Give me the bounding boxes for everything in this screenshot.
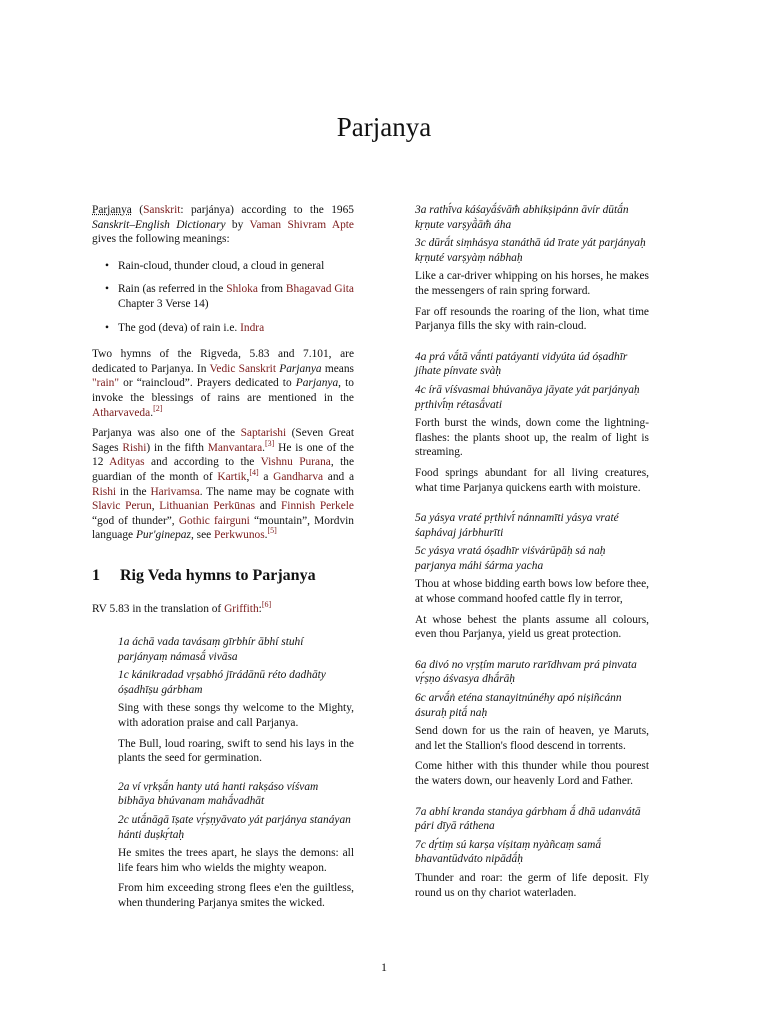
link-griffith[interactable]: Griffith <box>224 603 259 616</box>
sanskrit-line: 7c dṛ́tiṃ sú karṣa víṣitaṃ nyàñcaṃ samā́ bhavantūdváto nipādā́ḥ <box>415 838 602 866</box>
section-heading <box>92 566 354 584</box>
translation-line: He smites the trees apart, he slays the demons: all life fears him who wields the mighty weapon. <box>118 847 354 874</box>
list-item-text: Rain-cloud, thunder cloud, a cloud in general <box>118 259 325 272</box>
sanskrit-line: 2a ví vṛkṣā́n hanty utá hanti rakṣáso víśvam bibhāya bhúvanam mahā́vadhāt <box>118 780 319 808</box>
page-number: 1 <box>381 960 387 974</box>
list-item <box>118 282 354 311</box>
rv-intro <box>92 602 354 617</box>
right-column <box>415 203 649 916</box>
citation-4[interactable]: [4] <box>249 468 259 478</box>
sanskrit-line: 1a áchā vada tavásaṃ gīrbhír ābhí stuhí parjányaṃ námasā́ vivāsa <box>118 636 304 663</box>
sanskrit-line: 5c yásya vratá óṣadhīr viśvárūpāḥ sá naḥ parjanya máhi śárma yacha <box>415 545 606 572</box>
section-title: Rig Veda hymns to Parjanya <box>120 566 316 584</box>
text: Parjanya <box>279 362 322 375</box>
translation-line: Sing with these songs thy welcome to the Mighty, with adoration praise and call Parjanya. <box>118 702 354 730</box>
sanskrit-line: 3c dūrā́t siṃhásya stanáthā úd īrate yát parjányaḥ kṛṇuté varṣyàṃ nábhaḥ <box>415 237 646 264</box>
text: ) in the fifth <box>146 441 208 454</box>
link-apte[interactable]: Vaman Shivram Apte <box>249 218 354 231</box>
left-verses <box>92 635 354 911</box>
link-finnish-perkele[interactable]: Finnish Perkele <box>280 500 354 513</box>
text: , see <box>190 529 215 542</box>
text: in the <box>116 485 151 498</box>
link-sanskrit[interactable]: Sanskrit <box>143 204 181 216</box>
sanskrit-line: 4a prá vā́tā vā́nti patáyanti vidyúta úd óṣadhīr jíhate pínvate svàḥ <box>415 350 628 378</box>
link-shloka[interactable]: Shloka <box>226 283 258 296</box>
sanskrit-line: 7a abhí kranda stanáya gárbham ā́ dhā udanvátā pári dīyā ráthena <box>415 805 641 833</box>
section-number: 1 <box>92 566 100 584</box>
intro-paragraph <box>92 203 354 247</box>
citation-6[interactable]: [6] <box>261 600 272 610</box>
text: , <box>246 470 250 483</box>
list-item <box>118 259 354 274</box>
text: . <box>262 441 266 454</box>
text: : <box>258 603 262 616</box>
sanskrit-line: 6a divó no vṛṣṭím maruto rarīdhvam prá pinvata vṛ́ṣṇo áśvasya dhā́rāḥ <box>415 658 637 686</box>
text: RV 5.83 in the translation of <box>92 603 225 616</box>
link-vishnu-purana[interactable]: Vishnu Purana <box>260 456 331 469</box>
link-gothic-fairguni[interactable]: Gothic fairguni <box>178 514 250 527</box>
sanskrit-line: 6c arvā́ṅ eténa stanayitnúnéhy apó niṣiñcánn ásuraḥ pitā́ naḥ <box>415 692 622 719</box>
link-rain[interactable]: "rain" <box>92 377 120 390</box>
translation-line: At whose behest the plants assume all colours, even thou Parjanya, yield us great protection. <box>415 613 649 641</box>
sanskrit-line: 4c írā víśvasmai bhúvanāya jāyate yát parjányaḥ pṛthivī́ṃ rétasā́vati <box>415 383 640 411</box>
citation-5[interactable]: [5] <box>267 526 277 536</box>
text: “god of thunder”, <box>92 514 179 527</box>
text: means <box>321 362 354 375</box>
text: He is one of the 12 <box>92 441 354 469</box>
list-item-text: Rain (as referred in the <box>118 283 227 296</box>
text: Two hymns of the Rigveda, 5.83 and 7.101, are dedicated to Parjanya. In <box>92 348 354 375</box>
sanskrit-line: 3a rathī́va káśayā́śvām̐ abhikṣipánn āvír dūtā́n kṛṇute varṣyā̀ām̐ áha <box>415 204 629 231</box>
link-gandharva[interactable]: Gandharva <box>273 470 324 483</box>
sanskrit-line: 2c utā́nāgā īṣate vṛ́ṣṇyāvato yát parjánya stanáyan hánti duṣkṛ́taḥ <box>118 814 351 841</box>
link-slavic-perun[interactable]: Slavic Perun <box>92 500 152 513</box>
citation-2[interactable]: [2] <box>153 403 163 413</box>
link-lithuanian-perkunas[interactable]: Lithuanian Perkūnas <box>159 500 256 513</box>
text: a <box>258 470 274 483</box>
intro-text: : parjánya) according to the 1965 <box>180 204 354 216</box>
link-harivamsa[interactable]: Harivamsa <box>150 485 200 498</box>
text: and according to the <box>144 456 261 469</box>
sanskrit-line: 5a yásya vraté pṛthivī́ nánnamīti yásya vraté śaphávaj járbhurīti <box>415 512 619 539</box>
list-item-text: The god (deva) of rain i.e. <box>118 321 241 334</box>
translation-line: Far off resounds the roaring of the lion, what time Parjanya fills the sky with rain-cloud. <box>415 305 649 333</box>
link-bhagavad-gita[interactable]: Bhagavad Gita <box>285 283 354 296</box>
text: , to invoke the blessings of rains are mentioned in the <box>92 377 354 404</box>
text: and a <box>323 470 354 483</box>
text: Parjanya was also one of the <box>92 427 241 440</box>
left-column <box>92 203 354 925</box>
translation-line: Come hither with this thunder while thou pourest the waters down, our heavenly Lord and Father. <box>415 760 649 787</box>
list-item-text: Chapter 3 Verse 14) <box>118 297 209 310</box>
intro-text: gives the following meanings: <box>92 233 230 246</box>
verse-block <box>118 780 354 911</box>
link-rishi[interactable]: Rishi <box>122 441 147 454</box>
link-perkwunos[interactable]: Perkwunos <box>214 529 265 542</box>
intro-text: by <box>225 218 250 231</box>
translation-line: Thou at whose bidding earth bows low before thee, at whose command hoofed cattle fly in terror, <box>415 578 649 606</box>
citation-3[interactable]: [3] <box>265 438 275 448</box>
translation-line: Forth burst the winds, down come the lightning-flashes: the plants shoot up, the realm of light is streaming. <box>415 417 649 459</box>
link-vedic-sanskrit[interactable]: Vedic Sanskrit <box>209 362 276 375</box>
text: . <box>264 529 268 542</box>
verse-block <box>415 658 649 789</box>
translation-line: The Bull, loud roaring, swift to send his lays in the plants the seed for germination. <box>118 737 354 765</box>
verse-block <box>118 635 354 766</box>
translation-line: Thunder and roar: the germ of life deposit. Fly round us on thy chariot waterladen. <box>415 871 649 899</box>
translation-line: Food springs abundant for all living creatures, what time Parjanya quickens earth with moisture. <box>415 466 649 494</box>
verse-block <box>415 805 649 901</box>
saptarishi-paragraph <box>92 426 354 543</box>
link-indra[interactable]: Indra <box>240 321 265 334</box>
meanings-list <box>92 259 354 335</box>
term: Parjanya <box>92 204 132 216</box>
verse-block <box>415 203 649 334</box>
translation-line: Send down for us the rain of heaven, ye Maruts, and let the Stallion's flood descend in torrents. <box>415 725 649 752</box>
text: . <box>150 406 154 419</box>
text: or “raincloud”. Prayers dedicated to <box>119 377 296 390</box>
text: “mountain”, Mordvin language <box>92 514 354 542</box>
link-adityas[interactable]: Adityas <box>109 456 145 469</box>
translation-line: From him exceeding strong flees e'en the guiltless, when thundering Parjanya smites the wicked. <box>118 882 354 909</box>
text: . The name may be cognate with <box>199 485 354 498</box>
translation-line: Like a car-driver whipping on his horses, he makes the messengers of rain spring forward. <box>415 270 649 297</box>
sanskrit-line: 1c kánikradad vṛṣabhó jīrádānū réto dadhāty óṣadhīṣu gárbham <box>118 669 326 696</box>
text: and <box>255 500 281 513</box>
intro-open-paren: ( <box>139 204 144 216</box>
link-saptarishi[interactable]: Saptarishi <box>240 427 287 440</box>
list-item <box>118 321 354 336</box>
link-manvantara[interactable]: Manvantara <box>207 441 263 454</box>
verse-block <box>415 350 649 495</box>
verse-block <box>415 511 649 642</box>
link-rishi-2[interactable]: Rishi <box>92 485 117 498</box>
list-item-text: from <box>257 283 286 296</box>
hymns-paragraph <box>92 347 354 420</box>
page-title: Parjanya <box>336 112 432 142</box>
link-kartik[interactable]: Kartik <box>217 470 247 483</box>
text: Parjanya <box>295 377 339 390</box>
text: , <box>151 500 160 513</box>
link-atharvaveda[interactable]: Atharvaveda <box>92 406 151 419</box>
text: Pur'ginepaz <box>135 529 191 542</box>
dictionary-title: Sanskrit–English Dictionary <box>92 218 226 231</box>
text: (Seven Great Sages <box>92 427 354 454</box>
text: , the guardian of the month of <box>92 456 354 483</box>
